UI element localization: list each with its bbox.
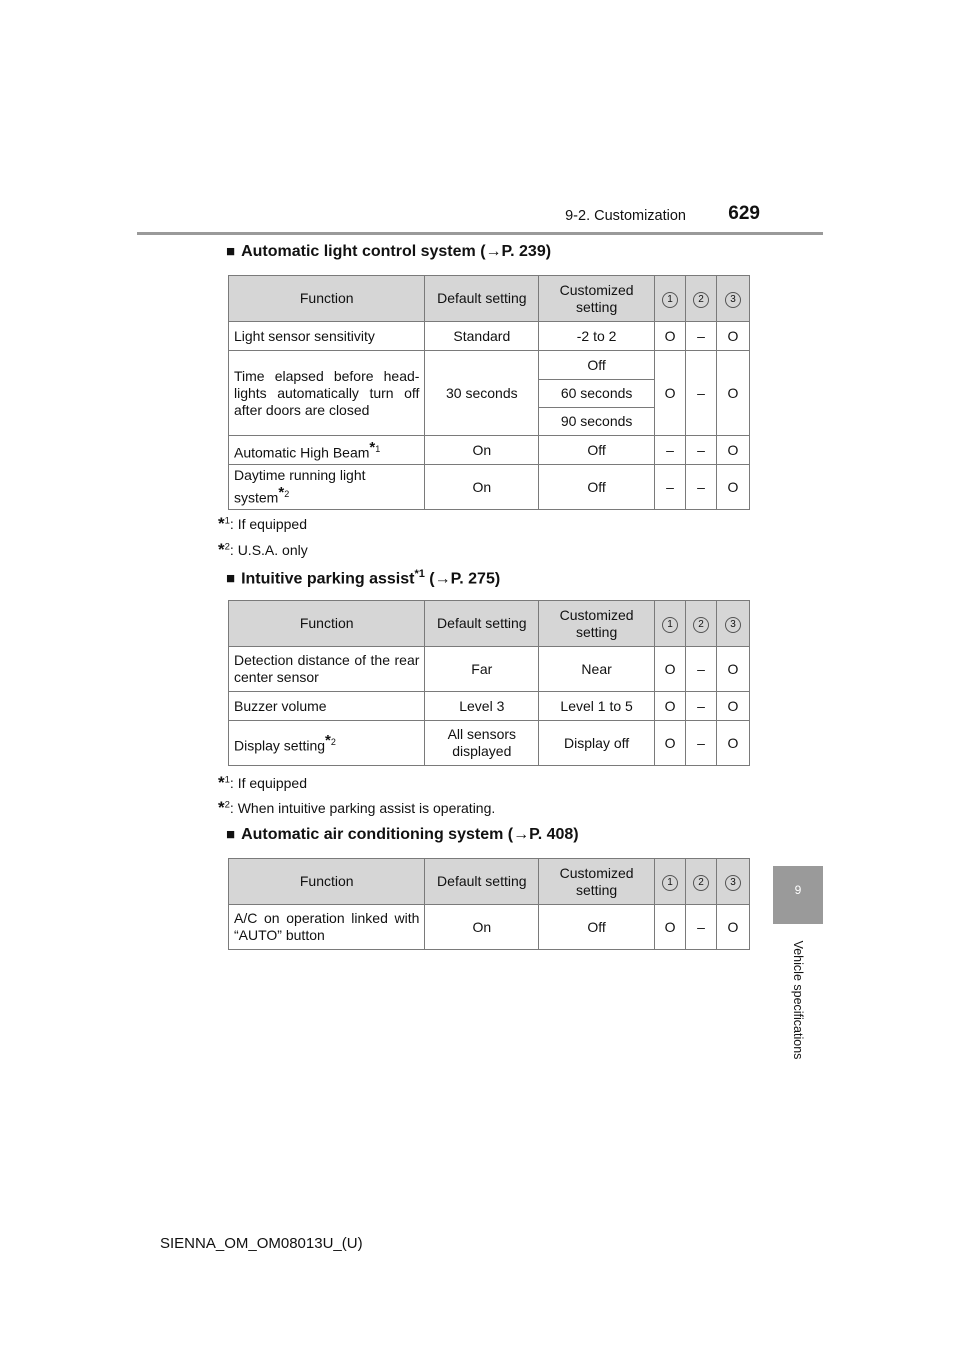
square-bullet-icon: ■ (226, 826, 236, 843)
circled-3-icon: 3 (725, 617, 741, 633)
table-row: Automatic High Beam$^{*1}$ On Off – – O (229, 436, 750, 465)
asterisk-icon: * (218, 540, 225, 559)
table-row: 90 seconds (229, 408, 750, 436)
col-2 (686, 276, 717, 322)
table-row: 60 seconds (229, 380, 750, 408)
circled-1-icon: 1 (662, 617, 678, 633)
asterisk-icon: * (218, 514, 225, 533)
table-header-row: Function Default setting Customized setting 1 2 3 (229, 859, 750, 905)
footnote: *$^2$: U.S.A. only (218, 540, 308, 559)
asterisk-icon: * (218, 773, 225, 792)
table-row: Light sensor sensitivity Standard -2 to 2 O – O (229, 322, 750, 351)
table-row: A/C on operation linked with “AUTO” button On Off O – O (229, 905, 750, 950)
circled-2-icon: 2 (693, 292, 709, 308)
circled-1-icon: 1 (662, 875, 678, 891)
arrow-icon: → (485, 243, 502, 260)
document-id: SIENNA_OM_OM08013U_(U) (160, 1235, 363, 1252)
chapter-number: 9 (794, 883, 802, 897)
circled-3-icon: 3 (725, 292, 741, 308)
section-title-air-conditioning: ■ Automatic air conditioning system (→P. 408) (226, 826, 579, 843)
footnote: *$^1$: If equipped (218, 514, 307, 533)
asterisk-icon: * (278, 484, 285, 502)
air-conditioning-table (228, 858, 750, 950)
circled-3-icon: 3 (725, 875, 741, 891)
footnote: *$^2$: When intuitive parking assist is operating. (218, 798, 496, 817)
circled-2-icon: 2 (693, 617, 709, 633)
page-ref-link[interactable]: P. 275) (450, 570, 501, 588)
col-customized: Customized setting (539, 276, 655, 322)
asterisk-icon: * (218, 798, 225, 817)
square-bullet-icon: ■ (226, 570, 236, 588)
col-default: Default setting (425, 276, 539, 322)
table-header-row (229, 276, 750, 322)
table-row: Time elapsed before head-lights automatically turn off after doors are closed 30 seconds Off O – O (229, 351, 750, 380)
arrow-icon: → (434, 570, 451, 588)
table-header-row: Function Default setting Customized setting 1 2 3 (229, 601, 750, 647)
light-control-table (228, 275, 750, 510)
circled-2-icon: 2 (693, 875, 709, 891)
section-title-parking-assist: ■ Intuitive parking assist$^{*1}$ (→P. 275) (226, 568, 501, 588)
arrow-icon: → (513, 826, 530, 843)
table-row: Detection distance of the rear center sensor Far Near O – O (229, 647, 750, 692)
page-ref-link[interactable]: P. 239) (501, 243, 552, 260)
asterisk-icon: * (414, 568, 419, 580)
square-bullet-icon: ■ (226, 243, 236, 260)
header-rule (137, 232, 823, 235)
section-title-light-control: ■ Automatic light control system (→P. 239) (226, 243, 552, 260)
asterisk-icon: * (325, 731, 331, 749)
page-number: 629 (728, 203, 760, 224)
col-function: Function (229, 276, 425, 322)
page-ref-link[interactable]: P. 408) (529, 826, 579, 843)
col-3 (716, 276, 749, 322)
chapter-tab[interactable] (773, 866, 823, 924)
col-1 (655, 276, 686, 322)
table-row: Buzzer volume Level 3 Level 1 to 5 O – O (229, 692, 750, 721)
chapter-label (755, 920, 841, 1080)
parking-assist-table (228, 600, 750, 766)
section-heading: 9-2. Customization (565, 208, 686, 224)
footnote: *$^1$: If equipped (218, 773, 307, 792)
table-row: Display setting$^{*2}$ All sensors displayed Display off O – O (229, 721, 750, 766)
table-row: Daytime running light system$^{*2}$ On Off – – O (229, 465, 750, 510)
chapter-title: Vehicle specifications (791, 940, 805, 1060)
asterisk-icon: * (369, 438, 376, 456)
circled-1-icon: 1 (662, 292, 678, 308)
